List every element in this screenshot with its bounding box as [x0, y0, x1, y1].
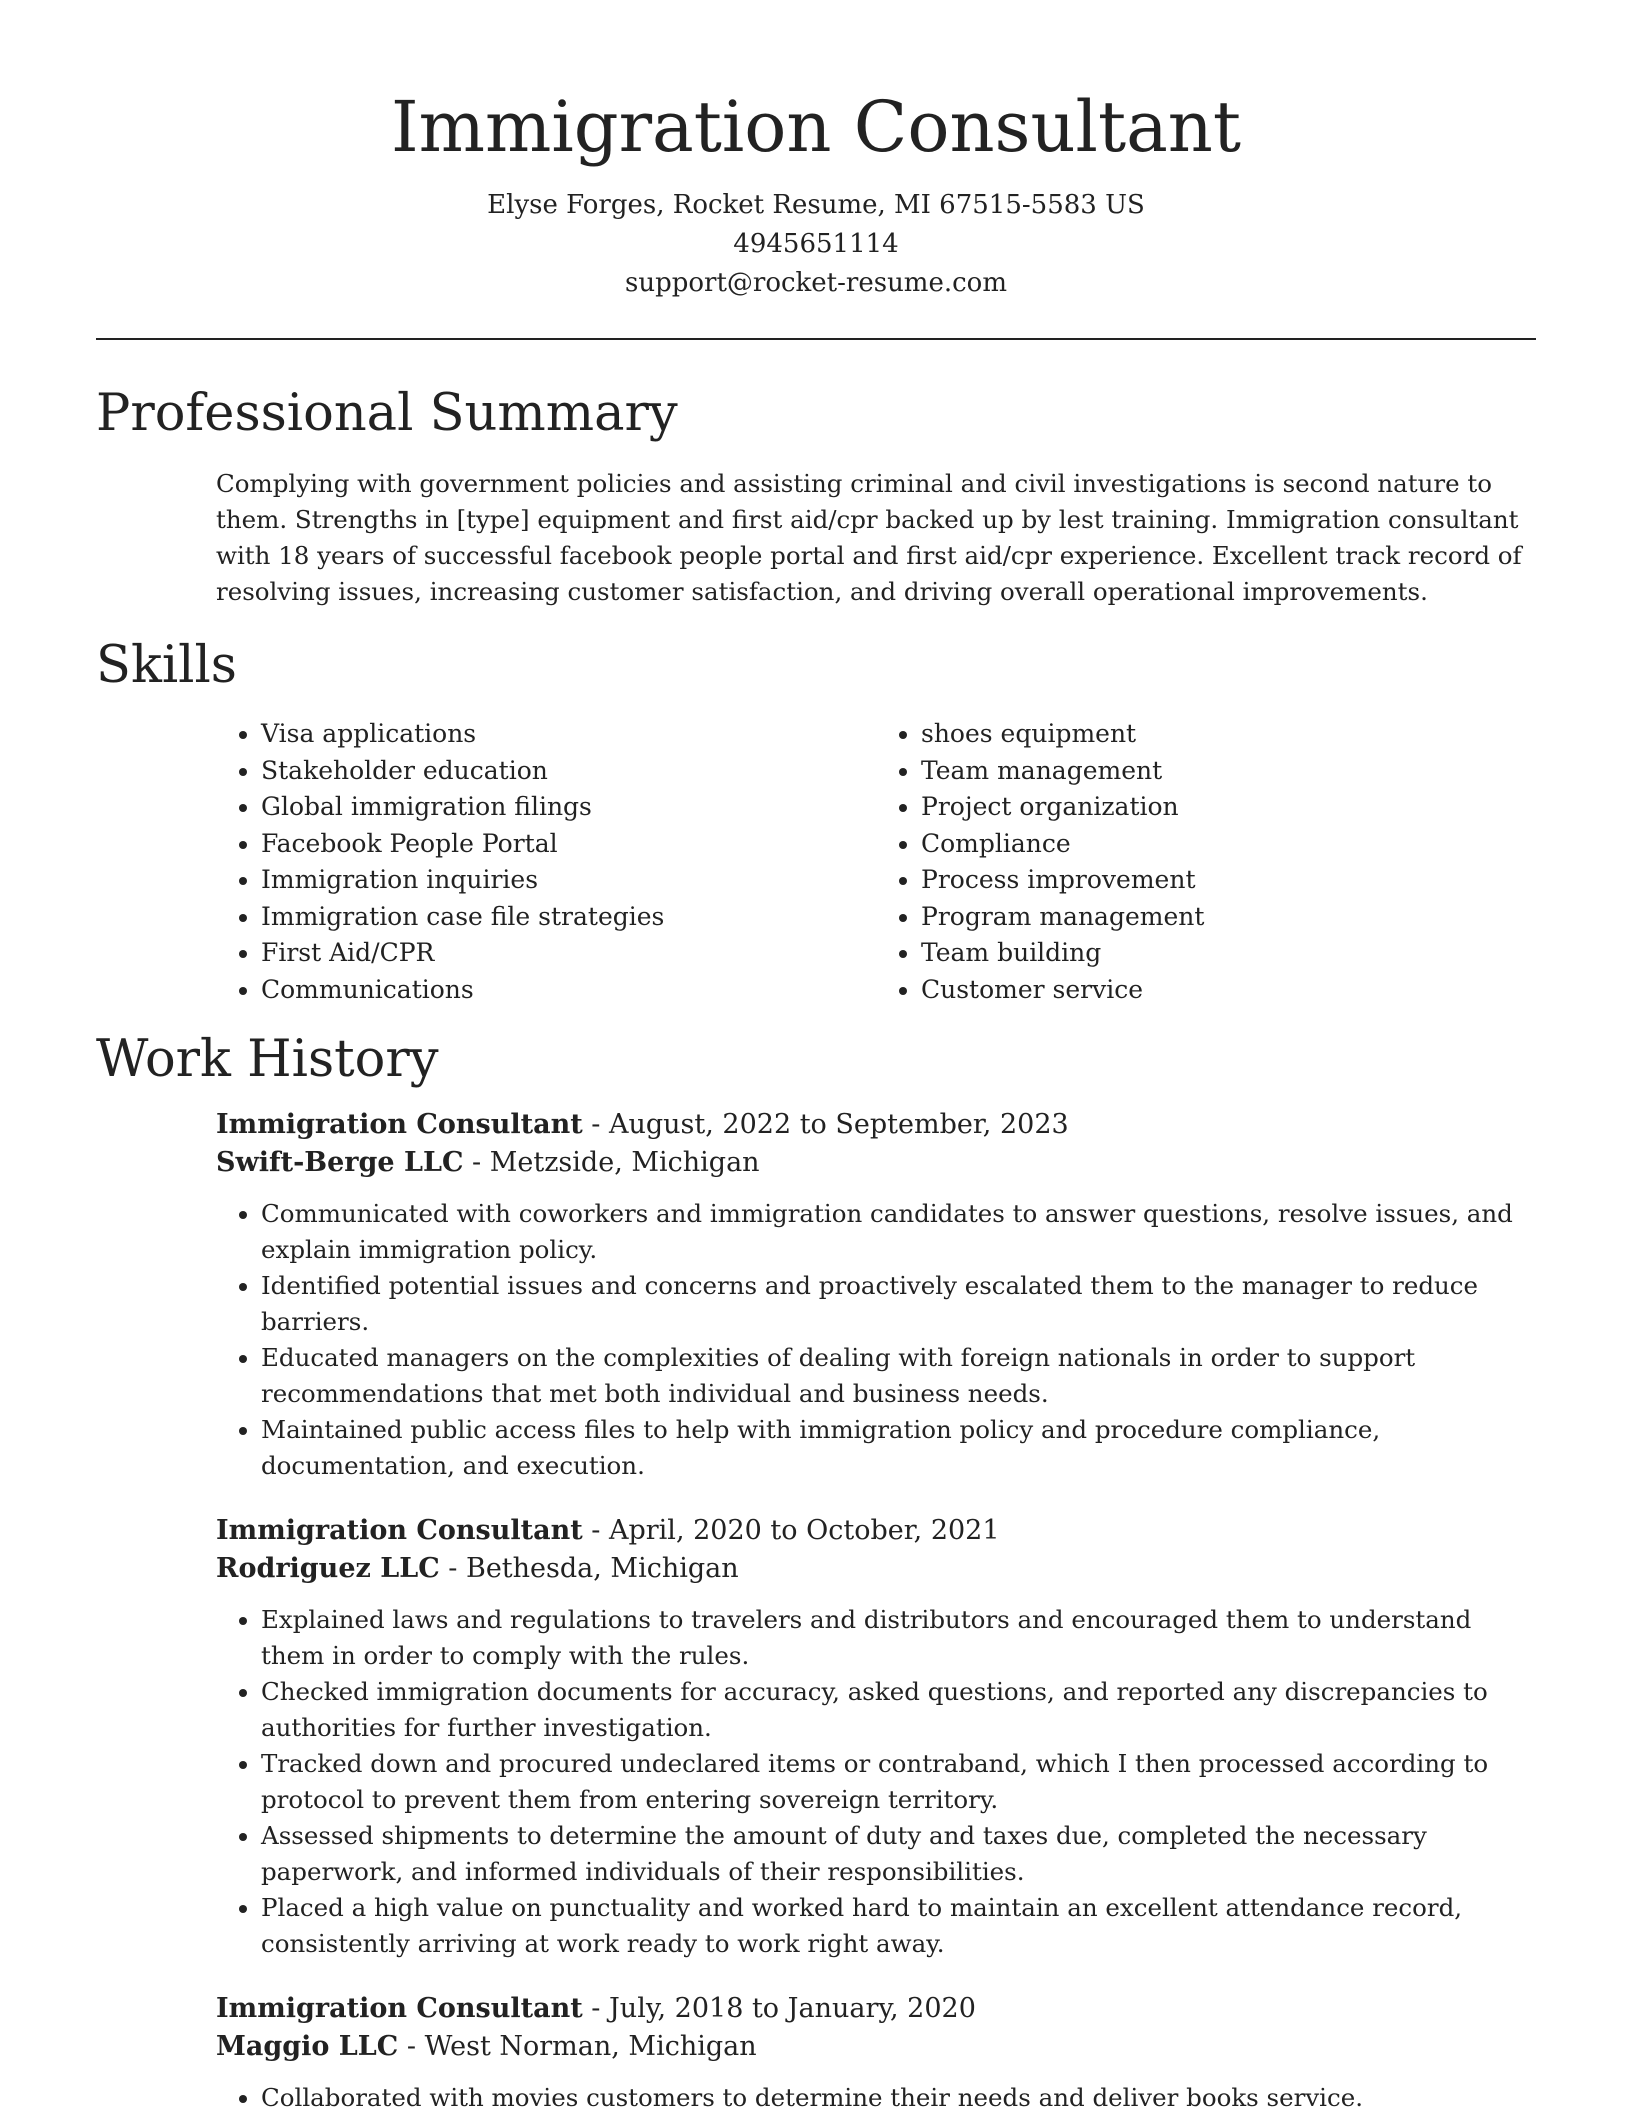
job-company: Rodriguez LLC [216, 1553, 440, 1584]
job-bullet: • Collaborated with movies customers to determine their needs and deliver books service. [261, 2080, 1536, 2116]
skills-grid [216, 716, 1536, 1008]
summary-section [96, 382, 1536, 610]
resume-page [96, 0, 1536, 2116]
work-history-section [96, 1028, 1536, 2116]
job-bullet: • Checked immigration documents for accuracy, asked questions, and reported any discrepancies to authorities for further investigation. [261, 1674, 1536, 1746]
job-title: Immigration Consultant [216, 1109, 583, 1140]
job-company: Maggio LLC [216, 2031, 399, 2062]
skill-item: • Customer service [921, 972, 1536, 1009]
job-bullet: • Explained laws and regulations to travelers and distributors and encouraged them to understand them in order to comply with the rules. [261, 1602, 1536, 1674]
resume-header [96, 0, 1536, 303]
header-divider [96, 338, 1536, 340]
job-location: Bethesda, Michigan [465, 1553, 739, 1584]
job-company: Swift-Berge LLC [216, 1147, 464, 1178]
job-entry [216, 1512, 1536, 1962]
job-dates: July, 2018 to January, 2020 [608, 1993, 976, 2024]
skill-item: • Communications [261, 972, 876, 1009]
job-bullet: • Assessed shipments to determine the amount of duty and taxes due, completed the necessary paperwork, and informed individuals of their responsibilities. [261, 1818, 1536, 1890]
skill-item: • Immigration inquiries [261, 862, 876, 899]
job-bullets [216, 2080, 1536, 2116]
skills-section [96, 634, 1536, 1008]
skill-item: • shoes equipment [921, 716, 1536, 753]
skill-item: • First Aid/CPR [261, 935, 876, 972]
job-entry [216, 1990, 1536, 2116]
job-title: Immigration Consultant [216, 1993, 583, 2024]
skill-item: • Global immigration filings [261, 789, 876, 826]
contact-email: support@rocket-resume.com [624, 268, 1007, 298]
skills-column-right [876, 716, 1536, 1008]
skill-item: • Facebook People Portal [261, 826, 876, 863]
contact-phone: 4945651114 [733, 229, 899, 259]
skills-column-left [216, 716, 876, 1008]
job-company-line: Rodriguez LLC - Bethesda, Michigan [216, 1553, 739, 1584]
job-location: Metzside, Michigan [489, 1147, 760, 1178]
job-location: West Norman, Michigan [424, 2031, 757, 2062]
skills-heading: Skills [96, 636, 237, 695]
work-history-heading: Work History [96, 1030, 439, 1089]
contact-address: Elyse Forges, Rocket Resume, MI 67515-5583 US [487, 190, 1145, 220]
skill-item: • Team management [921, 753, 1536, 790]
resume-name: Immigration Consultant [390, 86, 1242, 168]
job-bullets [216, 1602, 1536, 1962]
job-company-line: Swift-Berge LLC - Metzside, Michigan [216, 1147, 760, 1178]
job-bullet: • Placed a high value on punctuality and worked hard to maintain an excellent attendance record, consistently arriving at work ready to work right away. [261, 1890, 1536, 1962]
skill-item: • Visa applications [261, 716, 876, 753]
job-bullets [216, 1196, 1536, 1484]
skill-item: • Project organization [921, 789, 1536, 826]
skill-item: • Stakeholder education [261, 753, 876, 790]
job-title-line: Immigration Consultant - July, 2018 to January, 2020 [216, 1993, 976, 2024]
job-dates: August, 2022 to September, 2023 [608, 1109, 1069, 1140]
job-title-line: Immigration Consultant - August, 2022 to September, 2023 [216, 1109, 1069, 1140]
skill-item: • Program management [921, 899, 1536, 936]
skill-item: • Immigration case file strategies [261, 899, 876, 936]
job-dates: April, 2020 to October, 2021 [608, 1515, 1000, 1546]
skill-item: • Team building [921, 935, 1536, 972]
job-bullet: • Maintained public access files to help with immigration policy and procedure compliance, documentation, and execution. [261, 1412, 1536, 1484]
summary-text: Complying with government policies and assisting criminal and civil investigations is second nature to them. Strengths in [type] equipment and first aid/cpr backed up by lest training. Immigration consultant with 18 years of successful facebook people portal and first aid/cpr experience. Excellent track record of resolving issues, increasing customer satisfaction, and driving overall operational improvements. [216, 469, 1522, 606]
contact-info [96, 186, 1536, 303]
job-bullet: • Communicated with coworkers and immigration candidates to answer questions, resolve issues, and explain immigration policy. [261, 1196, 1536, 1268]
job-company-line: Maggio LLC - West Norman, Michigan [216, 2031, 757, 2062]
job-bullet: • Educated managers on the complexities of dealing with foreign nationals in order to support recommendations that met both individual and business needs. [261, 1340, 1536, 1412]
job-bullet: • Tracked down and procured undeclared items or contraband, which I then processed according to protocol to prevent them from entering sovereign territory. [261, 1746, 1536, 1818]
job-title-line: Immigration Consultant - April, 2020 to October, 2021 [216, 1515, 1000, 1546]
summary-heading: Professional Summary [96, 384, 678, 443]
skill-item: • Compliance [921, 826, 1536, 863]
skill-item: • Process improvement [921, 862, 1536, 899]
job-entry [216, 1106, 1536, 1484]
job-bullet: • Identified potential issues and concerns and proactively escalated them to the manager to reduce barriers. [261, 1268, 1536, 1340]
job-title: Immigration Consultant [216, 1515, 583, 1546]
